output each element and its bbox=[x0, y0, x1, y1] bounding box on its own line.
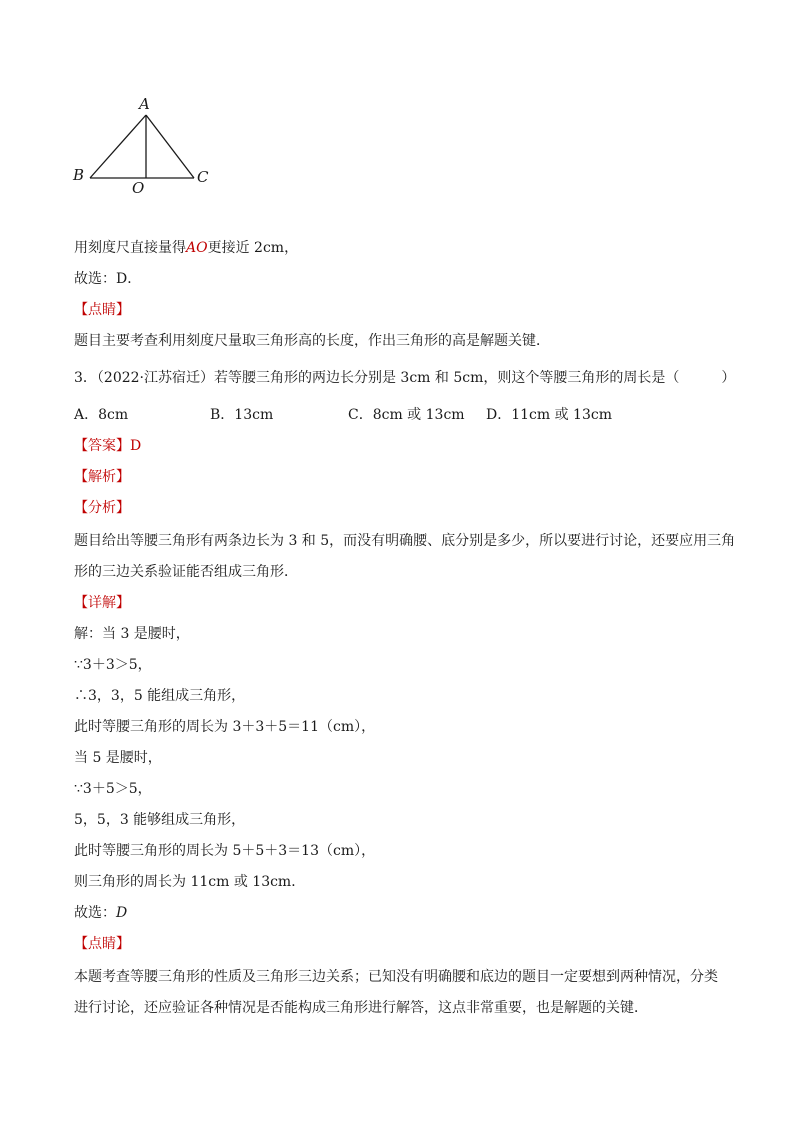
step-9: 则三角形的周长为 11cm 或 13cm． bbox=[74, 874, 306, 890]
choice-pre: 故选： bbox=[74, 905, 116, 921]
note-heading-2: 【点睛】 bbox=[74, 936, 130, 952]
jiexi-heading: 【解析】 bbox=[74, 469, 130, 485]
fenxi-heading: 【分析】 bbox=[74, 500, 130, 516]
option-d[interactable]: D．11cm 或 13cm bbox=[486, 407, 612, 423]
detail-heading: 【详解】 bbox=[74, 595, 130, 611]
triangle-figure bbox=[0, 0, 794, 220]
measure-post: 更接近 2cm， bbox=[207, 240, 299, 256]
step-1: 解：当 3 是腰时， bbox=[74, 626, 190, 642]
label-b: B bbox=[73, 166, 85, 184]
choice-line-2 bbox=[74, 902, 127, 922]
step-2: ∵3＋3＞5， bbox=[74, 657, 152, 673]
choice-letter: D bbox=[116, 905, 128, 921]
option-b[interactable]: B．13cm bbox=[210, 407, 274, 423]
note-text-1: 题目主要考查利用刻度尺量取三角形高的长度，作出三角形的高是解题关键． bbox=[74, 333, 550, 349]
note-heading-1: 【点睛】 bbox=[74, 302, 130, 318]
edge-ab bbox=[90, 115, 146, 178]
analysis-line-2: 形的三边关系验证能否组成三角形． bbox=[74, 564, 298, 580]
step-3: ∴3，3，5 能组成三角形， bbox=[74, 688, 246, 704]
option-c[interactable]: C．8cm 或 13cm bbox=[348, 407, 465, 423]
step-7: 5，5，3 能够组成三角形， bbox=[74, 812, 246, 828]
question-stem: 3．（2022·江苏宿迁）若等腰三角形的两边长分别是 3cm 和 5cm，则这个等腰三角形的周长是（ ） bbox=[74, 370, 736, 386]
measure-pre: 用刻度尺直接量得 bbox=[74, 240, 186, 256]
step-4: 此时等腰三角形的周长为 3＋3＋5＝11（cm）， bbox=[74, 719, 376, 735]
edge-ac bbox=[146, 115, 194, 178]
measure-segment: AO bbox=[186, 240, 208, 256]
note-line-2: 进行讨论，还应验证各种情况是否能构成三角形进行解答，这点非常重要，也是解题的关键． bbox=[74, 1000, 648, 1016]
option-a[interactable]: A．8cm bbox=[74, 407, 129, 423]
label-c: C bbox=[197, 168, 209, 186]
step-8: 此时等腰三角形的周长为 5＋5＋3＝13（cm）， bbox=[74, 843, 376, 859]
note-line-1: 本题考查等腰三角形的性质及三角形三边关系；已知没有明确腰和底边的题目一定要想到两种情况，分类 bbox=[74, 969, 718, 985]
step-5: 当 5 是腰时， bbox=[74, 750, 162, 766]
answer-line: 【答案】D bbox=[74, 438, 142, 454]
analysis-line-1: 题目给出等腰三角形有两条边长为 3 和 5，而没有明确腰、底分别是多少，所以要进行讨论，还要应用三角 bbox=[74, 533, 736, 549]
measure-line bbox=[74, 237, 298, 257]
choice-line-1: 故选：D． bbox=[74, 271, 142, 287]
label-a: A bbox=[139, 95, 150, 113]
step-6: ∵3＋5＞5， bbox=[74, 781, 152, 797]
label-o: O bbox=[132, 179, 145, 197]
